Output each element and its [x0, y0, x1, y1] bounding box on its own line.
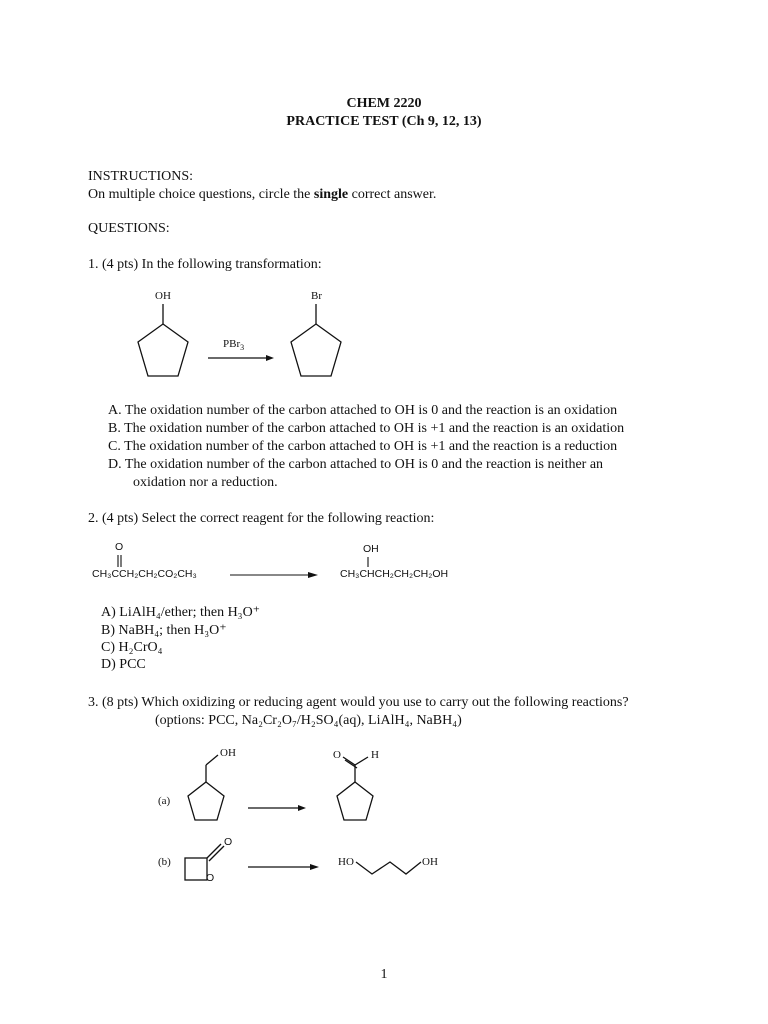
q3a-product-ch [355, 757, 368, 765]
q3a-product-o: O [333, 749, 341, 761]
q3a-product-co-1 [343, 757, 355, 765]
q1-product-br-label: Br [311, 290, 322, 302]
q2-product-formula: CH₃CHCH₂CH₂CH₂OH [340, 568, 449, 580]
q3b-label: (b) [158, 856, 171, 868]
questions-heading: QUESTIONS: [88, 221, 170, 236]
q3a-arrow-head [298, 805, 306, 811]
q2-reactant-o: O [115, 541, 124, 553]
q3a-label: (a) [158, 795, 171, 807]
q3b-ring-o: O [206, 872, 215, 884]
q3a-product-h: H [371, 749, 379, 761]
instructions-heading: INSTRUCTIONS: [88, 169, 194, 184]
page-number: 1 [380, 967, 388, 982]
q2-option-d[interactable]: D) PCC [101, 657, 146, 672]
q2-option-b[interactable]: B) NaBH₄; then H₃O⁺ [101, 623, 227, 638]
q2-product-oh: OH [363, 543, 379, 555]
instructions-text: On multiple choice questions, circle the single correct answer. [88, 187, 437, 202]
q3b-exo-o: O [224, 836, 233, 848]
q3b-product-oh: OH [422, 856, 438, 868]
q1-reagent: PBr$_3$ [223, 338, 245, 353]
q3-prompt: 3. (8 pts) Which oxidizing or reducing agent would you use to carry out the following reactions? [88, 695, 629, 710]
q1-option-b[interactable]: B. The oxidation number of the carbon attached to OH is +1 and the reaction is an oxidation [108, 421, 625, 436]
q3a-reactant-ring [188, 782, 224, 820]
course-title: CHEM 2220 [346, 96, 422, 111]
q3b-product-ho: HO [338, 856, 354, 868]
q2-option-c[interactable]: C) H₂CrO₄ [101, 640, 163, 655]
q1-option-a[interactable]: A. The oxidation number of the carbon attached to OH is 0 and the reaction is an oxidation [108, 403, 618, 418]
q3a-reactant-oh: OH [220, 747, 236, 759]
q3b-product-chain [356, 862, 421, 874]
q1-option-c[interactable]: C. The oxidation number of the carbon attached to OH is +1 and the reaction is a reduction [108, 439, 618, 454]
q1-prompt: 1. (4 pts) In the following transformation: [88, 257, 322, 272]
page-title: PRACTICE TEST (Ch 9, 12, 13) [286, 114, 482, 129]
q2-option-a[interactable]: A) LiAlH₄/ether; then H₃O⁺ [101, 605, 261, 620]
q2-reactant-formula: CH₃CCH₂CH₂CO₂CH₃ [92, 568, 197, 580]
q1-option-d[interactable]: D. The oxidation number of the carbon attached to OH is 0 and the reaction is neither an [108, 457, 604, 472]
q3-options-line: (options: PCC, Na₂Cr₂O₇/H₂SO₄(aq), LiAlH₄, NaBH₄) [155, 713, 462, 728]
q3a-product-ring [337, 782, 373, 820]
q1-option-d-continued: oxidation nor a reduction. [133, 475, 278, 490]
q3a-reactant-bond-2 [206, 755, 218, 765]
q3a-product-co-2 [345, 760, 357, 768]
q3b-reactant-ring [185, 858, 207, 880]
q1-reactant-oh-label: OH [155, 290, 171, 302]
q3b-arrow-head [310, 864, 319, 870]
q2-prompt: 2. (4 pts) Select the correct reagent for the following reaction: [88, 511, 435, 526]
